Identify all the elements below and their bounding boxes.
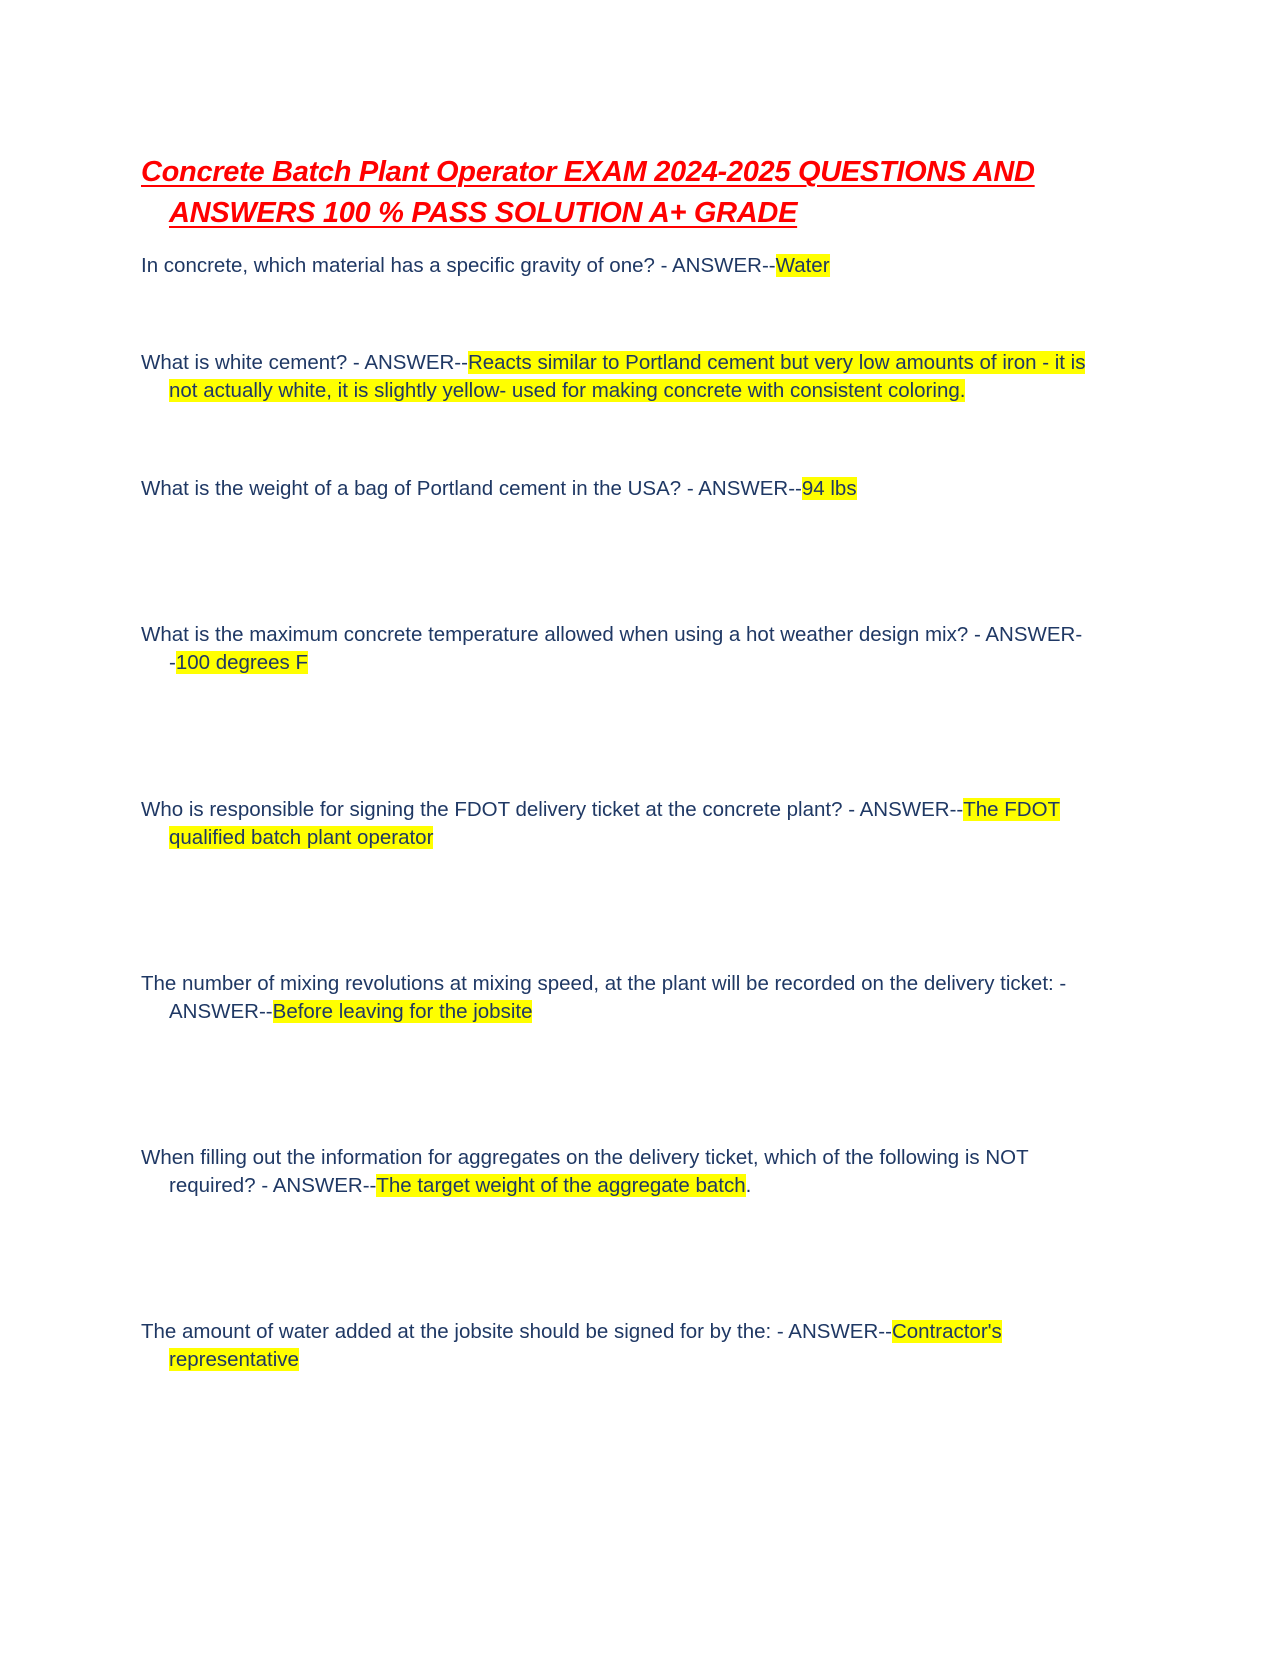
answer-text: Contractor's representative [169, 1320, 1002, 1371]
answer-marker: - ANSWER-- [654, 254, 776, 277]
question-text: When filling out the information for aggregates on the delivery ticket, which of the following is NOT required? [141, 1146, 1029, 1197]
question-text: What is the weight of a bag of Portland cement in the USA? [141, 477, 682, 500]
answer-marker: - ANSWER-- [771, 1320, 892, 1343]
answer-marker: - ANSWER-- [169, 623, 1083, 674]
question-text: The amount of water added at the jobsite should be signed for by the: [141, 1320, 772, 1343]
qa-item [141, 1318, 1109, 1374]
qa-item [141, 796, 1109, 852]
answer-text: 100 degrees F [175, 651, 309, 674]
answer-text: Water [775, 254, 830, 277]
qa-item [141, 970, 1109, 1026]
answer-marker: - ANSWER-- [169, 972, 1067, 1023]
answer-marker: - ANSWER-- [255, 1174, 377, 1197]
qa-item [141, 1144, 1109, 1200]
answer-text: The target weight of the aggregate batch [376, 1174, 746, 1197]
answer-marker: - ANSWER-- [842, 798, 964, 821]
answer-text: The FDOT qualified batch plant operator [169, 798, 1061, 849]
question-text: In concrete, which material has a specific gravity of one? [141, 254, 655, 277]
document-title: Concrete Batch Plant Operator EXAM 2024-2025 QUESTIONS AND ANSWERS 100 % PASS SOLUTION A+ GRADE [141, 156, 1035, 229]
qa-item [141, 475, 1109, 503]
question-text: What is white cement? [141, 351, 348, 374]
answer-marker: - ANSWER-- [681, 477, 802, 500]
answer-suffix: . [745, 1174, 752, 1197]
qa-item [141, 252, 1109, 280]
answer-text: Reacts similar to Portland cement but very low amounts of iron - it is not actually white, it is slightly yellow- used for making concrete with consistent coloring. [169, 351, 1086, 402]
answer-text: Before leaving for the jobsite [272, 1000, 533, 1023]
qa-item [141, 349, 1109, 405]
question-text: The number of mixing revolutions at mixing speed, at the plant will be recorded on the delivery ticket: [141, 972, 1054, 995]
question-text: What is the maximum concrete temperature allowed when using a hot weather design mix? [141, 623, 969, 646]
answer-text: 94 lbs [801, 477, 857, 500]
question-text: Who is responsible for signing the FDOT delivery ticket at the concrete plant? [141, 798, 843, 821]
qa-item [141, 621, 1109, 677]
answer-marker: - ANSWER-- [347, 351, 468, 374]
